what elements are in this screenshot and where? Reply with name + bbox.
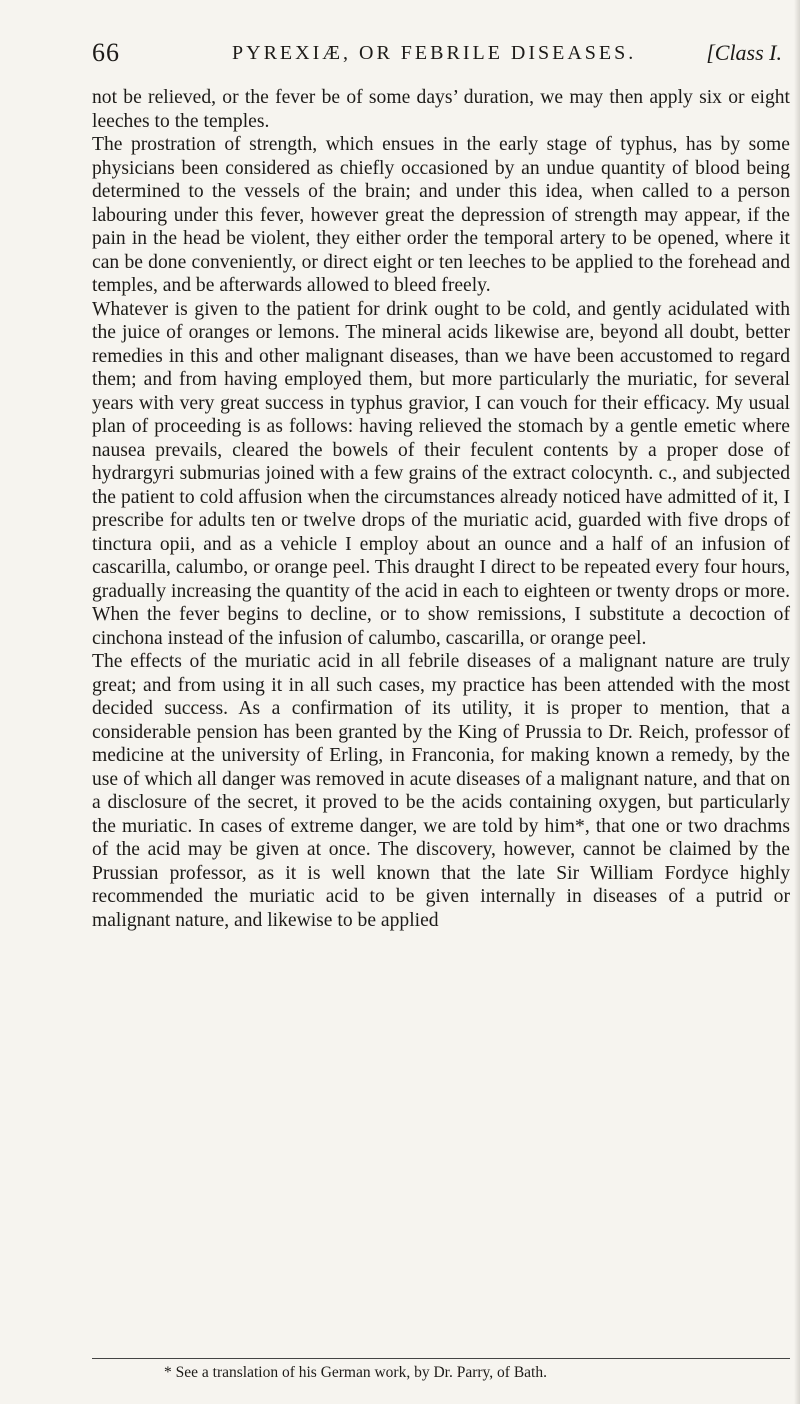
paragraph: The prostration of strength, which ensues in the early stage of typhus, has by some physicians been considered as chiefly occasioned by an undue quantity of blood being determined to the vessels of the brain; and under this idea, when called to a person labouring under this fever, however great the depression of strength may appear, if the pain in the head be violent, they either order the temporal artery to be opened, where it can be done conveniently, or direct eight or ten leeches to be applied to the forehead and temples, and be afterwards allowed to bleed freely.	[92, 134, 790, 296]
footnote-rule	[92, 1358, 790, 1359]
page-number: 66	[92, 38, 120, 67]
page-header	[92, 38, 790, 78]
paragraph: not be relieved, or the fever be of some days’ duration, we may then apply six or eight leeches to the temples.	[92, 87, 790, 132]
paragraph: The effects of the muriatic acid in all febrile diseases of a malignant nature are truly great; and from using it in all such cases, my practice has been attended with the most decided success. As a confirmation of its utility, it is proper to mention, that a considerable pension has been granted by the King of Prussia to Dr. Reich, professor of medicine at the university of Erling, in Franconia, for making known a remedy, by the use of which all danger was removed in acute diseases of a malignant nature, and that on a disclosure of the secret, it proved to be the acids containing oxygen, but particularly the muriatic. In cases of extreme danger, we are told by him*, that one or two drachms of the acid may be given at once. The discovery, however, cannot be claimed by the Prussian professor, as it is well known that the late Sir William Fordyce highly recommended the muriatic acid to be given internally in diseases of a putrid or malignant nature, and likewise to be applied	[92, 651, 790, 931]
class-label: [Class I.	[706, 40, 782, 65]
running-title: PYREXIÆ, OR FEBRILE DISEASES.	[232, 42, 637, 64]
page-edge	[794, 0, 800, 1404]
body-text	[92, 86, 790, 932]
paragraph: Whatever is given to the patient for drink ought to be cold, and gently acidulated with the juice of oranges or lemons. The mineral acids likewise are, beyond all doubt, better remedies in this and other malignant diseases, than we have been accustomed to regard them; and from having employed them, but more particularly the muriatic, for several years with very great success in typhus gravior, I can vouch for their efficacy. My usual plan of proceeding is as follows: having relieved the stomach by a gentle emetic where nausea prevails, cleared the bowels of their feculent contents by a proper dose of hydrargyri submurias joined with a few grains of the extract colocynth. c., and subjected the patient to cold affusion when the circumstances already noticed have admitted of it, I prescribe for adults ten or twelve drops of the muriatic acid, guarded with five drops of tinctura opii, and as a vehicle I employ about an ounce and a half of an infusion of cascarilla, calumbo, or orange peel. This draught I direct to be repeated every four hours, gradually increasing the quantity of the acid in each to eighteen or twenty drops or more. When the fever begins to decline, or to show remissions, I substitute a decoction of cinchona instead of the infusion of calumbo, cascarilla, or orange peel.	[92, 298, 790, 649]
footnote: * See a translation of his German work, by Dr. Parry, of Bath.	[164, 1364, 547, 1381]
